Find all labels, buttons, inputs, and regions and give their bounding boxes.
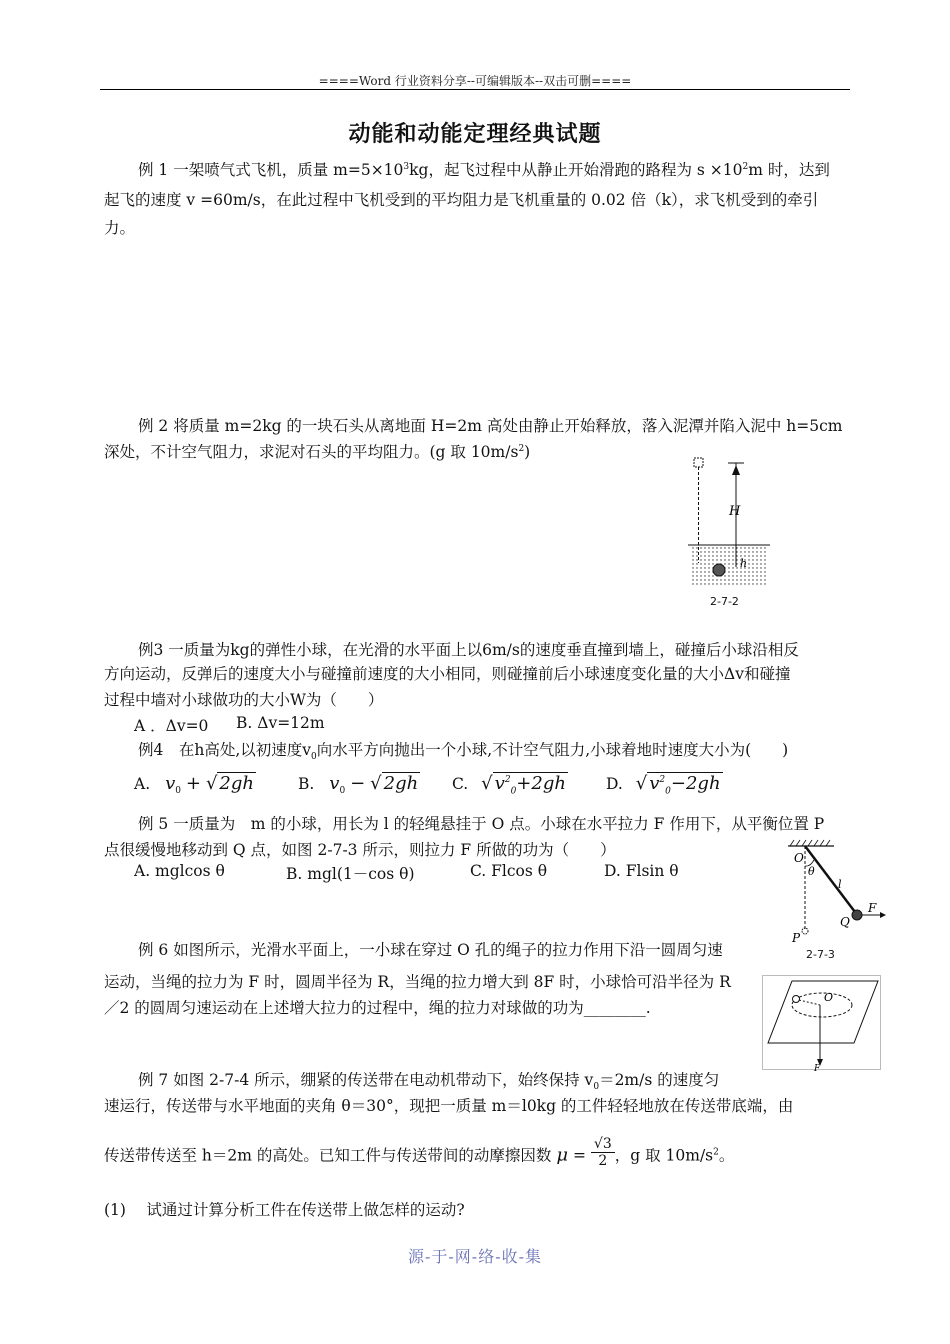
ex5-option-a: A. mglcos θ bbox=[134, 862, 225, 880]
ex3-line3: 过程中墙对小球做功的大小W为（ ） bbox=[104, 691, 384, 709]
string-l bbox=[805, 846, 855, 912]
ex7-line2: 速运行，传送带与水平地面的夹角 θ＝30°，现把一质量 m＝l0kg 的工件轻轻地放在传送带底端，由 bbox=[104, 1097, 794, 1115]
ex3-option-b: B. Δv=12m bbox=[236, 714, 325, 732]
ex4-d-label: D. bbox=[606, 775, 623, 793]
ex1-text-b: kg，起飞过程中从静止开始滑跑的路程为 s ×10 bbox=[409, 161, 743, 179]
ex1-exp1: 3 bbox=[403, 161, 410, 172]
ball-icon bbox=[793, 996, 800, 1003]
ex7-sub: 0 bbox=[593, 1082, 600, 1093]
ex4-a-op: + bbox=[185, 773, 201, 794]
page-header: ====Word 行业资料分享--可编辑版本--双击可删==== bbox=[318, 74, 632, 88]
ex4-b-op: − bbox=[350, 773, 366, 794]
ex7-text-a: 例 7 如图 2-7-4 所示，绷紧的传送带在电动机带动下，始终保持 v bbox=[138, 1071, 594, 1089]
ex5-option-c: C. Flcos θ bbox=[470, 862, 548, 880]
label-l: l bbox=[838, 878, 842, 891]
ex4-d-exp: 2 bbox=[659, 775, 666, 785]
ex4-d-op: − bbox=[670, 773, 686, 794]
ex4-c-rest: 2gh bbox=[531, 773, 566, 794]
figure-ex6 bbox=[762, 975, 882, 1073]
ex2-line2 bbox=[104, 440, 530, 462]
caption-2-7-3: 2-7-3 bbox=[806, 948, 835, 961]
ex4-a-label: A. bbox=[134, 775, 151, 793]
ex4-option-a: A. $v_0$ + √ 2gh bbox=[134, 773, 254, 797]
ex7-text-d: ，g 取 10m/s bbox=[614, 1146, 714, 1165]
figure-2-7-3 bbox=[782, 838, 892, 950]
ex3-line2: 方向运动，反弹后的速度大小与碰撞前速度的大小相同，则碰撞前后小球速度变化量的大小Δv和碰撞 bbox=[104, 665, 791, 683]
ex7-line1 bbox=[138, 1068, 719, 1092]
ex5-option-d: D. Flsin θ bbox=[604, 862, 679, 880]
ball-q-icon bbox=[852, 910, 862, 920]
figure-2-7-2 bbox=[688, 455, 778, 590]
ex7-text-c: 传送带传送至 h＝2m 的高处。已知工件与传送带间的动摩擦因数 bbox=[104, 1146, 552, 1165]
ex7-eq: = bbox=[572, 1146, 586, 1165]
ex1-line2: 起飞的速度 v =60m/s，在此过程中飞机受到的平均阻力是飞机重量的 0.02 倍（k），求飞机受到的牵引 bbox=[104, 191, 819, 209]
ex7-question-1: (1) 试通过计算分析工件在传送带上做怎样的运动? bbox=[104, 1201, 465, 1219]
ex2-text-b: ) bbox=[524, 443, 531, 461]
ex4-option-b: B. $v_0$ − √ 2gh bbox=[298, 773, 419, 797]
header-rule bbox=[100, 89, 850, 90]
ex7-frac-num: √3 bbox=[591, 1136, 615, 1153]
ex6-line2: 运动，当绳的拉力为 F 时，圆周半径为 R，当绳的拉力增大到 8F 时，小球恰可沿半径为 R bbox=[104, 973, 731, 991]
ex6-line3: ／2 的圆周匀速运动在上述增大拉力的过程中，绳的拉力对球做的功为________. bbox=[104, 999, 651, 1017]
ex2-text-a: 深处，不计空气阻力，求泥对石头的平均阻力。(g 取 10m/s bbox=[104, 443, 519, 461]
ex4-d-radicand bbox=[647, 772, 722, 797]
label-F: F bbox=[868, 901, 877, 915]
ex7-line3 bbox=[104, 1136, 735, 1173]
start-ball-icon bbox=[694, 458, 703, 467]
ex4-a-sub: 0 bbox=[175, 786, 181, 797]
ex4-option-d: D. √ $v^2_0-2gh$ bbox=[606, 773, 721, 797]
ex4-d-sub: 0 bbox=[665, 786, 671, 797]
ex4-c-v: v bbox=[494, 773, 505, 794]
label-theta: θ bbox=[808, 865, 815, 878]
label-F: F bbox=[814, 1064, 821, 1073]
ex7-text-b: ＝2m/s 的速度匀 bbox=[599, 1071, 720, 1089]
ex3-line1: 例3 一质量为kg的弹性小球，在光滑的水平面上以6m/s的速度垂直撞到墙上，碰撞后小球沿相反 bbox=[138, 641, 799, 659]
ex1-text-a: 例 1 一架喷气式飞机，质量 m=5×10 bbox=[138, 161, 404, 179]
ex7-exp: 2 bbox=[713, 1147, 719, 1158]
ex7-text-e: 。 bbox=[718, 1146, 735, 1165]
ex4-d-rest: 2gh bbox=[685, 773, 721, 794]
ex7-frac-den: 2 bbox=[598, 1153, 608, 1169]
ex5-line1: 例 5 一质量为 m 的小球，用长为 l 的轻绳悬挂于 O 点。小球在水平拉力 F 作用下，从平衡位置 P bbox=[138, 815, 825, 833]
label-O: O bbox=[824, 991, 834, 1004]
ex4-sub: 0 bbox=[311, 752, 317, 763]
ex5-line2: 点很缓慢地移动到 Q 点，如图 2-7-3 所示，则拉力 F 所做的功为（ ） bbox=[104, 841, 616, 859]
label-h: h bbox=[740, 557, 748, 570]
ex6-line1: 例 6 如图所示，光滑水平面上，一小球在穿过 O 孔的绳子的拉力作用下沿一圆周匀速 bbox=[138, 941, 723, 959]
label-Q: Q bbox=[840, 915, 850, 929]
ex1-text-c: m 时，达到 bbox=[748, 161, 830, 179]
ex4-c-exp: 2 bbox=[504, 775, 511, 785]
ex1-exp2: 2 bbox=[742, 161, 749, 172]
ex7-mu: μ bbox=[556, 1144, 569, 1166]
ex2-line1: 例 2 将质量 m=2kg 的一块石头从离地面 H=2m 高处由静止开始释放，落入泥潭并陷入泥中 h=5cm bbox=[138, 417, 843, 435]
ex1-line1 bbox=[138, 158, 830, 180]
ex4-d-v: v bbox=[649, 773, 660, 794]
page-footer: 源-于-网-络-收-集 bbox=[407, 1247, 543, 1266]
ex4-c-op: + bbox=[516, 773, 532, 794]
ex4-b-v: v bbox=[329, 773, 340, 794]
ex4-a-v: v bbox=[165, 773, 176, 794]
ex4-b-sub: 0 bbox=[339, 786, 346, 797]
ex4-c-label: C. bbox=[452, 775, 469, 793]
ex5-option-b: B. mgl(1－cos θ) bbox=[286, 865, 415, 883]
ex1-line3: 力。 bbox=[104, 219, 136, 237]
label-O: O bbox=[794, 851, 804, 865]
ex4-c-radicand bbox=[493, 772, 568, 797]
ex3-option-a: A ．Δv=0 bbox=[134, 717, 209, 735]
ex2-exp: 2 bbox=[518, 443, 525, 454]
ex4-b-label: B. bbox=[298, 775, 315, 793]
ex4-text-b: 向水平方向抛出一个小球,不计空气阻力,小球着地时速度大小为( ) bbox=[316, 741, 789, 759]
page-title: 动能和动能定理经典试题 bbox=[348, 122, 602, 147]
ex4-line1 bbox=[138, 738, 788, 762]
ex4-c-sub: 0 bbox=[510, 786, 517, 797]
ex4-option-c: C. √ $v^2_0+2gh$ bbox=[452, 773, 566, 797]
ex4-b-rad: 2gh bbox=[383, 773, 419, 794]
label-H: H bbox=[729, 504, 741, 519]
mud-ground bbox=[691, 545, 767, 585]
ex4-text-a: 例4 在h高处,以初速度v bbox=[138, 741, 312, 759]
ex7-fraction bbox=[591, 1136, 615, 1169]
stone-ball-icon bbox=[713, 564, 725, 576]
ex4-a-rad: 2gh bbox=[219, 773, 254, 794]
label-P: P bbox=[792, 931, 801, 945]
caption-2-7-2: 2-7-2 bbox=[710, 595, 739, 608]
